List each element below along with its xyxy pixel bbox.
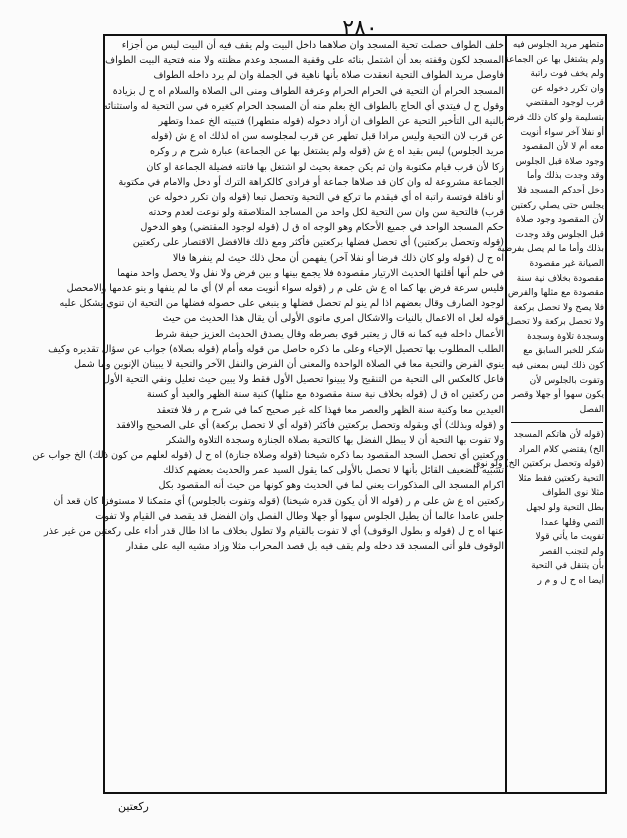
text-line: وجود صلاة قبل الجلوس [515,156,604,167]
text-line: وقول ح ل فيتدي أي الحاج بالطواف الخ بعلم منه أن المسجد الحرام كغيره في سن التحية له واستثنائه [102,100,504,112]
text-line: اه ح ل (قوله ولو كان ذلك فرضا أو نفلا آخر) يفهمن أن محل ذلك حيث لم ينفرها فالا [172,252,504,264]
text-line: (قوله وتحصل بركعتين) أي تحصل فضلها بركعتين فأكثر ومع ذلك فالافضل الاقتصار على ركعتين [132,237,504,249]
text-line: عن قرب لان التحية وليس مرادا قبل تطهر عن قرب لمجلوسه سن اه لذلك اه ع ش (قوله [150,131,504,143]
text-line: ولا تحصل بركعة ولا تحصل [506,317,604,328]
text-line: (قوله لأن هاتكم المسجد [513,430,604,440]
text-line: فاعل كالعكس الى التحية من التنقيح ولا يبينوا تحصيل الأول فقط ولا يبين حيث تعليل ونفي التحية الأول [102,374,504,386]
text-line: ولم يشتغل بها عن الجماعة [504,54,604,65]
text-line: قبل الجلوس وقد وجدت [515,229,604,240]
text-line: مثلا نوى الطواف [542,488,604,499]
margin-notes-divider [511,422,603,423]
text-line: قرب) فالتحية سن وان سن التحية لكل واحد من المساجد المتلاصقة ولو نوعت لعدم وحدته [148,207,504,219]
margin-notes-group-2 [473,428,604,589]
text-line: قوله لعل اه الاعمال بالنيات والاشكال امري ماتوى الأولى أن يقال هذا الحديث من حيث [162,313,504,325]
text-line: مريد الجلوس) ليس بقيد اه ع ش (قوله ولم يشتغل بها عن الجماعة) عبارة شرح م ر وكره [149,146,504,158]
main-text-block [32,38,504,790]
text-line: الوقوف فلو أتى المسجد قد دخله ولم يقف فيه بل قصد المحراب مثلا وزاد مشيه اليه على مقدار [126,541,504,553]
text-line: لوجود الصارف وقال بعضهم اذا لم ينو لم تحصل فضلها و ينبغي على حصوله فضلها من التحية ان تنوي يشكل عليه [59,298,504,310]
text-line: بأن يتنقل في التحية [531,561,604,572]
text-line: فليس سرعة فرض بها كما اه ع ش على م ر (قوله سواء أنويت معه أم لا) أي ما لم ينفها و ينو عدمها والامحصل [66,283,504,294]
text-line: مقصودة بخلاف نية سنة [516,273,604,284]
text-line: قرب لوجود المقتضي [525,98,604,109]
text-line: وقد وجدت بذلك وأما [526,171,604,182]
text-line: كون ذلك ليس بمعنى فيه [511,361,604,372]
text-line: بالنية الى التأخير التحية عن الطواف ان أراد دخوله (قوله متطهرا) فتبيته الخ عمدا وتطهر [158,115,504,127]
text-line: الفصل [579,404,604,415]
text-line: شكر للخبر السابق مع [523,346,604,357]
text-line: وركعتين أي تحصل السجد المقصود بما ذكره شيخنا (قوله وصلاة جنازة) اه ح ل (قوله لعلهم من كون ذلك) الخ جواب عن [32,450,504,462]
text-line: مقصودة مع مثلها والفرض [507,288,604,299]
text-line: وتفوت بالجلوس لأن [529,375,604,386]
text-line: المسجد الحرام أن التحية في الحرام الحرام وعرفة الطواف ومنى الى الصلاة والسلام اه ح ل بزيادة [112,85,504,97]
text-line: أو نفلا آخر سواء أنويت [520,127,604,138]
text-line: الأعمال داخله فيه كما نه قال ز يعتبر قوي بصرطه وقال يصدق الحديث العزيز حيفة شرط [154,328,504,340]
text-line: يكون سهوا أو جهلا وقصر [511,390,604,401]
text-line: يجلس حتى يصلي ركعتين [510,200,604,211]
text-line: عنها اه ح ل (قوله و بطول الوقوف) أي لا تفوت بالقيام ولا تطول بخلاف ما اذا طال قدر أداء على ركعتين من غير عذر [43,526,504,537]
text-line: الجماعة مشروعة له وان كان قد صلاها جماعة أو فرادى كالكراهة الترك أو دخل والامام في مكتوبة [118,176,504,188]
text-line: فاوصل مريد الطواف التحية انعقدت صلاة بأنها ناهية في الجملة وان لم يرد داخله الطواف [153,70,504,82]
text-line: خلف الطواف حصلت تحية المسجد وان صلاهما داخل البيت ولم يقف فيه أن البيت ليس من أجزاء [121,40,504,51]
text-line: معه أم لا لأن المقصود [522,142,604,153]
text-line: بتسليمة ولو كان ذلك فرضا [504,112,604,123]
text-line: الخ) يقتضي كلام المراد [518,444,604,455]
text-line: ولم يخف فوت راتبة [530,69,604,80]
text-line: أو نافلة فوتسة راتبة اه أي فيقدم ما تركع في التحية وتحصل تبعا (قوله وان تكرر دخوله عن [148,191,504,203]
text-line: الصيانة غير مقصودة [529,258,604,269]
text-line: وسجدة تلاوة وسجدة [527,331,604,342]
text-line: في حلم أنها أقلتها الحديث الارتيار مقصودة فلا يجمع بينها و بين فرض ولا نفل ولا يحصل واحد منهما [117,267,504,279]
text-line: متطهر مريد الجلوس فيه [512,40,604,50]
text-line: حكم المسجد الواحد في جميع الأحكام وهو الوجه اه ق ل (قوله لوجود المقتضي) وهو الدخول [140,222,504,234]
text-line: تشبيه للضعيف القائل بأنها لا تحصل بالأولى كما يقول السيد عمر والحديث بعضهم كذلك [163,465,504,477]
text-line: من ركعتين اه ق ل (قوله بخلاف نية سنة مقصودة مع مثلها) كنية سنة الظهر والعيد أو كسنة [146,389,504,401]
text-line: و (قوله وبذلك) أي وبقوله وتحصل بركعتين فأكثر (قوله أي لا تحصل بركعة) أي على الصحيح والافقد [116,419,504,431]
text-line: جلس عامدا عالما أن يطيل الجلوس سهوا أو جهلا وطال الفصل وان الفضل قد يقصد في القيام ولا تفوت [95,510,504,522]
text-line: بطل التحية ولو لجهل [526,502,604,513]
text-line: الطلب المطلوب بها تحصيل الإحياء وعلى ما ذكره حاصل من قوله وأمام (قوله بصلاة) جواب عن سؤال تقديره وكيف [48,343,504,355]
text-line: التحية ركعتين فقط مثلا [518,473,604,484]
text-line: أيضا اه ح ل و م ر [537,575,604,586]
text-line: المسجد لكون وقفته بعد أن اشتمل بنائه على وقفية المسجد وعدم مظنته ولا منه فتحية البيت الطواف [105,55,504,67]
text-line: (قوله وتحصل بركعتين الخ) ولو نوى [473,459,604,470]
text-line: ولا تفوت بها التحية أن لا يبطل الفضل بها كالتحية بصلاة الجنازة وسجدة التلاوة والشكر [166,434,504,446]
text-line: فلا يصح ولا تحصل بركعة [513,302,604,313]
text-line: دخل أحدكم المسجد فلا [517,185,604,196]
text-line: لأن المقصود وجود صلاة [515,215,604,226]
text-line: ولم لتجنب القصر [539,546,604,557]
text-line: بذلك وأما ما لم يصل بفرضية [497,244,604,255]
margin-notes-group-1 [497,38,604,417]
page-number: ٢٨٠ [342,16,378,41]
text-line: التمي وقلها عمدا [541,517,604,528]
text-line: وان تكرر دخوله عن [531,83,604,94]
text-line: ركعتين اه ع ش على م ر (قوله الا أن يكون قدره شيخنا) (قوله وتفوت بالجلوس) أي متمكنا لا مستوفزا كان قعد أن [53,495,504,507]
text-line: العيدين معا وكنية سنة الظهر والعصر معا فهذا كله غير صحيح كما في شرح م ر فلا فتعقد [156,404,504,416]
text-line: ينوي الفرض والتحية معا في الصلاة الواحدة والمعنى أن الفرض والنفل الآخر والتحية لا يبينان الإنوين وما شمل [73,358,504,370]
text-line: تفويت ما يأتي قولا [535,532,604,543]
catchword: ركعتين [118,800,149,813]
text-line: زكا لأن قرب قيام مكتوبة وان ثم يكن جمعة بحيث لو اشتغل بها فاتته فضيلة الجماعة او كان [146,161,504,173]
text-line: اكرام المسجد الى المذكورات يعني لما في الحديث وهو كونها من حيث أنه المقصود بكل [158,480,504,492]
